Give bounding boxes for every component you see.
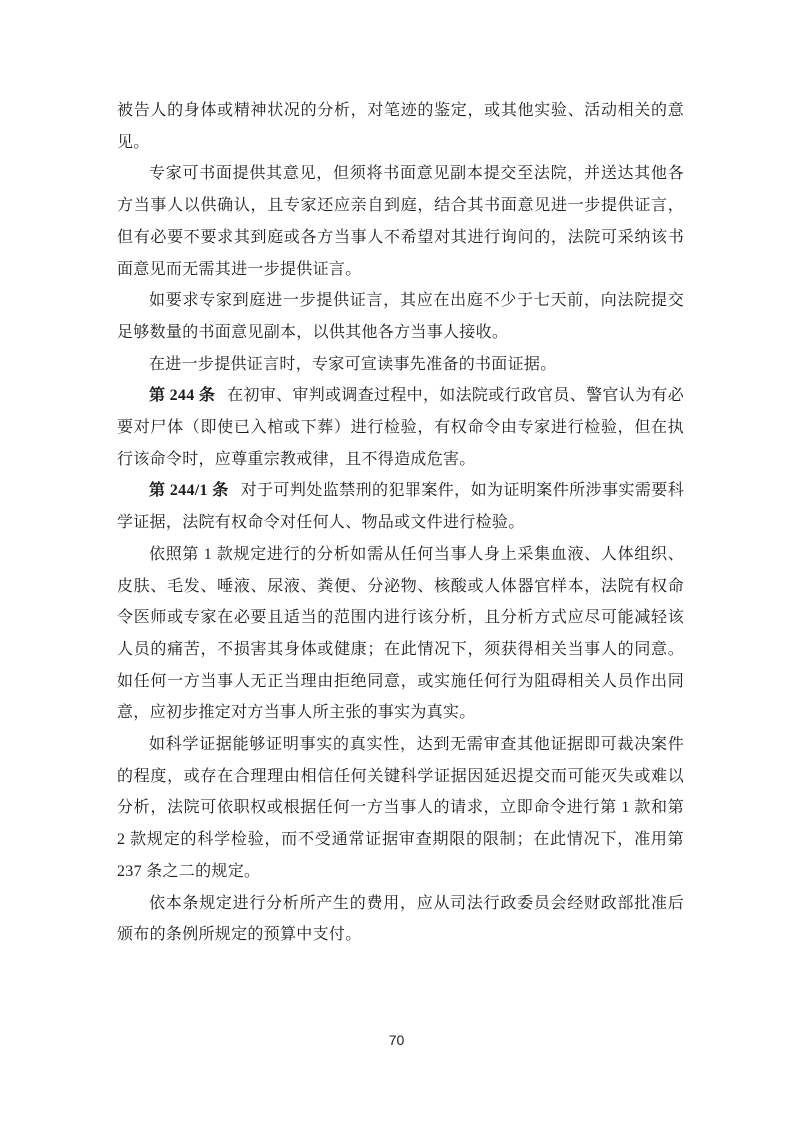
paragraph-text: 如要求专家到庭进一步提供证言，其应在出庭不少于七天前，向法院提交足够数量的书面意见副本，以供其他各方当事人接收。 <box>117 292 684 341</box>
paragraph-text: 在初审、审判或调查过程中，如法院或行政官员、警官认为有必要对尸体（即使已入棺或下葬）进行检验，有权命令由专家进行检验，但在执行该命令时，应尊重宗教戒律，且不得造成危害。 <box>117 387 684 468</box>
paragraph <box>117 285 684 348</box>
paragraph <box>117 158 684 285</box>
paragraph <box>117 95 684 158</box>
article-paragraph-244-1 <box>117 475 684 538</box>
paragraph-text: 在进一步提供证言时，专家可宣读事先准备的书面证据。 <box>149 355 557 373</box>
paragraph-text: 依本条规定进行分析所产生的费用，应从司法行政委员会经财政部批准后颁布的条例所规定的预算中支付。 <box>117 894 684 944</box>
paragraph <box>117 539 684 729</box>
paragraph-text: 被告人的身体或精神状况的分析，对笔迹的鉴定，或其他实验、活动相关的意见。 <box>117 102 684 151</box>
document-body <box>117 95 684 951</box>
article-number-244-1: 第 244/1 条 <box>149 482 229 500</box>
paragraph <box>117 729 684 888</box>
paragraph-text: 依照第 1 款规定进行的分析如需从任何当事人身上采集血液、人体组织、皮肤、毛发、唾液、尿液、粪便、分泌物、核酸或人体器官样本，法院有权命令医师或专家在必要且适当的范围内进行该分析，且分析方式应尽可能减轻该人员的痛苦，不损害其身体或健康；在此情况下，须获得相关当事人的同意。如任何一方当事人无正当理由拒绝同意，或实施任何行为阻碍相关人员作出同意，应初步推定对方当事人所主张的事实为真实。 <box>117 545 684 722</box>
article-paragraph-244 <box>117 380 684 475</box>
paragraph-text: 对于可判处监禁刑的犯罪案件，如为证明案件所涉事实需要科学证据，法院有权命令对任何人、物品或文件进行检验。 <box>117 482 684 532</box>
paragraph-text: 如科学证据能够证明事实的真实性，达到无需审查其他证据即可裁决案件的程度，或存在合理理由相信任何关键科学证据因延迟提交而可能灭失或难以分析，法院可依职权或根据任何一方当事人的请求，立即命令进行第 1 款和第 2 款规定的科学检验，而不受通常证据审查期限的限制；在此情况下，准用第 237 条之二的规定。 <box>117 736 684 880</box>
paragraph <box>117 888 684 951</box>
page-number: 70 <box>388 1032 405 1048</box>
paragraph <box>117 349 684 381</box>
page-footer <box>0 1032 793 1048</box>
paragraph-text: 专家可书面提供其意见，但须将书面意见副本提交至法院，并送达其他各方当事人以供确认，且专家还应亲自到庭，结合其书面意见进一步提供证言，但有必要不要求其到庭或各方当事人不希望对其进行询问的，法院可采纳该书面意见而无需其进一步提供证言。 <box>117 165 684 278</box>
article-number-244: 第 244 条 <box>149 387 216 405</box>
